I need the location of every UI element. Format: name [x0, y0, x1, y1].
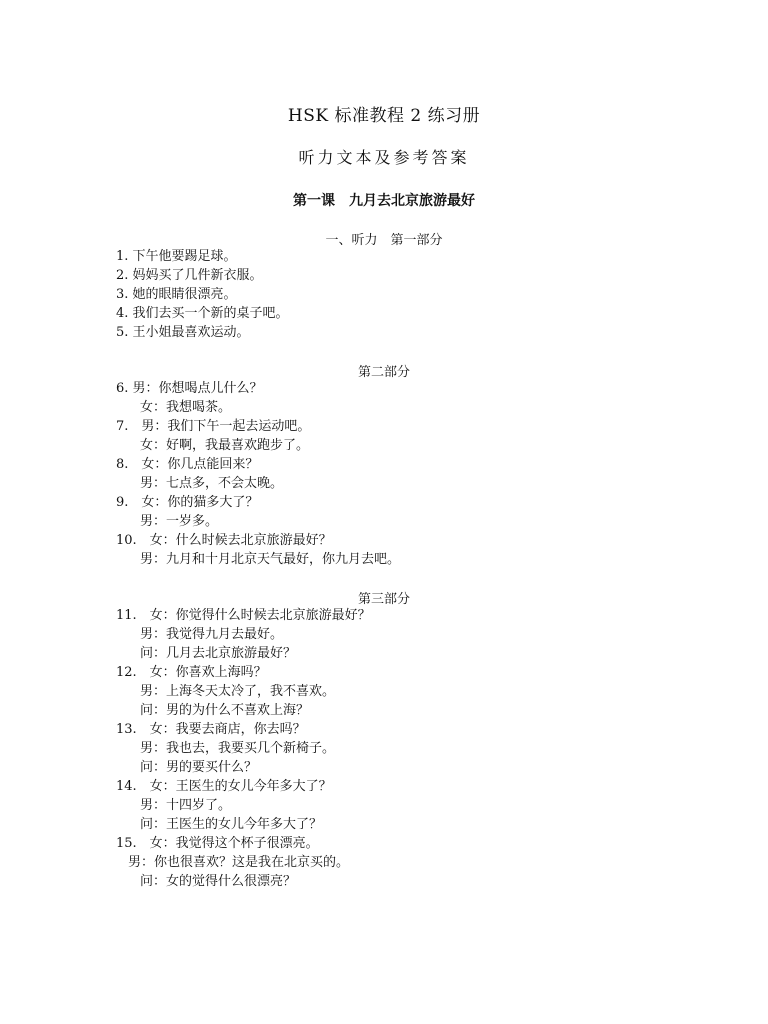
dialogue-line: 男：你也很喜欢？这是我在北京买的。	[128, 855, 350, 870]
dialogue-line: 11. 女：你觉得什么时候去北京旅游最好？	[116, 608, 371, 623]
dialogue-line: 8. 女：你几点能回来？	[116, 457, 259, 472]
dialogue-line: 问：女的觉得什么很漂亮？	[140, 874, 297, 889]
dialogue-line: 12. 女：你喜欢上海吗？	[116, 665, 267, 680]
dialogue-line: 问：男的要买什么？	[140, 760, 258, 775]
dialogue-line: 女：好啊，我最喜欢跑步了。	[140, 438, 310, 453]
dialogue-line: 男：一岁多。	[140, 514, 219, 529]
dialogue-line: 6. 男：你想喝点儿什么？	[116, 381, 263, 396]
part3-heading: 第三部分	[357, 592, 410, 607]
list-item: 3. 她的眼睛很漂亮。	[116, 287, 237, 302]
dialogue-line: 10. 女：什么时候去北京旅游最好？	[116, 533, 332, 548]
dialogue-line: 男：我觉得九月去最好。	[140, 627, 284, 642]
part2-heading: 第二部分	[357, 365, 410, 380]
list-item: 5. 王小姐最喜欢运动。	[116, 325, 250, 340]
dialogue-line: 男：九月和十月北京天气最好，你九月去吧。	[140, 552, 401, 567]
lesson-heading: 第一课 九月去北京旅游最好	[293, 193, 475, 209]
dialogue-line: 男：十四岁了。	[140, 798, 232, 813]
dialogue-line: 男：上海冬天太冷了，我不喜欢。	[140, 684, 336, 699]
dialogue-line: 问：男的为什么不喜欢上海？	[140, 703, 310, 718]
dialogue-line: 问：王医生的女儿今年多大了？	[140, 817, 323, 832]
dialogue-line: 问：几月去北京旅游最好？	[140, 646, 297, 661]
dialogue-line: 7. 男：我们下午一起去运动吧。	[116, 419, 311, 434]
dialogue-line: 男：七点多，不会太晚。	[140, 476, 284, 491]
dialogue-line: 女：我想喝茶。	[140, 400, 232, 415]
part1-heading: 一、听力 第一部分	[325, 233, 443, 248]
list-item: 1. 下午他要踢足球。	[116, 249, 237, 264]
dialogue-line: 14. 女：王医生的女儿今年多大了？	[116, 779, 332, 794]
dialogue-line: 9. 女：你的猫多大了？	[116, 495, 259, 510]
dialogue-line: 15. 女：我觉得这个杯子很漂亮。	[116, 836, 319, 851]
list-item: 4. 我们去买一个新的桌子吧。	[116, 306, 289, 321]
document-subtitle: 听力文本及参考答案	[298, 148, 470, 167]
list-item: 2. 妈妈买了几件新衣服。	[116, 268, 263, 283]
dialogue-line: 13. 女：我要去商店，你去吗？	[116, 722, 306, 737]
document-title: HSK 标准教程 2 练习册	[287, 106, 481, 126]
dialogue-line: 男：我也去，我要买几个新椅子。	[140, 741, 336, 756]
